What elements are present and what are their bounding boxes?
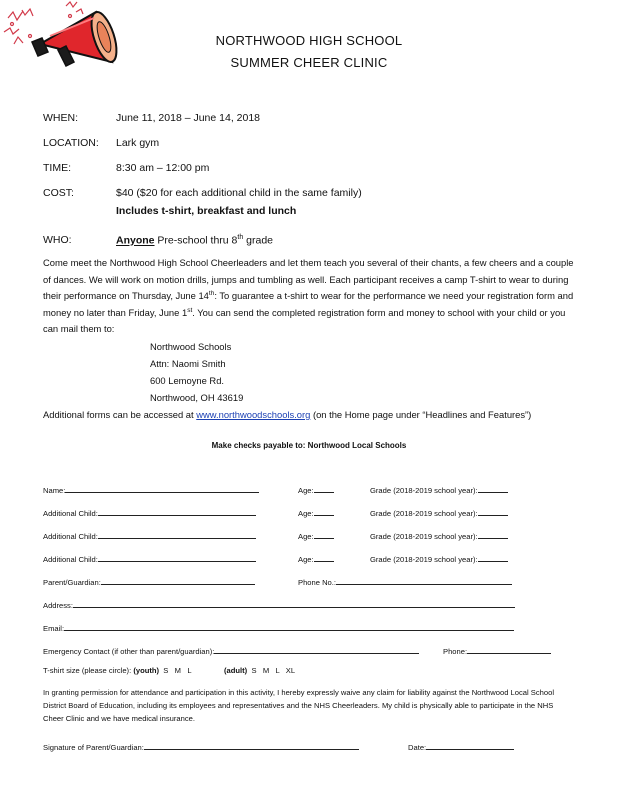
- time-value: 8:30 am – 12:00 pm: [116, 162, 210, 174]
- grade-row-4: Grade (2018-2019 school year):: [370, 552, 508, 564]
- age-row-1: [298, 483, 334, 495]
- website-link[interactable]: www.northwoodschools.org: [196, 409, 311, 420]
- parent-row: [43, 575, 255, 587]
- additional-child-field[interactable]: [98, 552, 256, 562]
- adult-sizes[interactable]: S M L XL: [251, 666, 296, 675]
- grade-row-3: Grade (2018-2019 school year):: [370, 529, 508, 541]
- age-field[interactable]: [314, 506, 334, 516]
- emergency-phone-field[interactable]: [467, 644, 551, 654]
- address-line-3: 600 Lemoyne Rd.: [150, 375, 225, 386]
- additional-child-field[interactable]: [98, 529, 256, 539]
- additional-child-field[interactable]: [98, 506, 256, 516]
- emergency-label: Emergency Contact (if other than parent/guardian):: [43, 647, 215, 656]
- parent-label: Parent/Guardian:: [43, 578, 101, 587]
- time-label: TIME:: [43, 162, 71, 174]
- who-label: WHO:: [43, 234, 72, 246]
- signature-label: Signature of Parent/Guardian:: [43, 743, 144, 752]
- who-anyone: Anyone: [116, 234, 155, 247]
- phone-no-row: [298, 575, 512, 587]
- phone-no-label: Phone No.:: [298, 578, 336, 587]
- cost-label: COST:: [43, 187, 74, 199]
- signature-field[interactable]: [144, 740, 359, 750]
- grade-field[interactable]: [478, 483, 508, 493]
- page-title-school: NORTHWOOD HIGH SCHOOL: [215, 33, 403, 48]
- location-value: Lark gym: [116, 137, 160, 149]
- waiver-paragraph: In granting permission for attendance and participation in this activity, I hereby expressly waive any claim for liability against the Northwood Local School District Board of Education, including its employees and representatives and the NHS Cheerleaders. My child is physically able to participate in the NHS Cheer Clinic and we have medical insurance.: [43, 688, 555, 723]
- grade-row-1: [370, 483, 508, 495]
- additional-child-row-3: Additional Child:: [43, 552, 256, 564]
- intro-paragraph: Come meet the Northwood High School Cheerleaders and let them teach you several of their chants, a few cheers and a couple of dances. We will work on motion drills, jumps and tumbling as well. Each participant receives a camp T-shirt to wear to during their performance on Thursday, June 14th: To guarantee a t-shirt to wear for the performance we need your registration form and money no later than Friday, June 1st. You can send the completed registration form and money to school with your child or you can mail them to:: [43, 257, 574, 334]
- grade-field[interactable]: [478, 552, 508, 562]
- tshirt-row: [43, 666, 192, 675]
- email-row: [43, 621, 514, 633]
- address-label: Address:: [43, 601, 73, 610]
- grade-row-2: Grade (2018-2019 school year):: [370, 506, 508, 518]
- emergency-field[interactable]: [214, 644, 419, 654]
- signature-row: [43, 740, 359, 752]
- age-field[interactable]: [314, 529, 334, 539]
- address-line-2: Attn: Naomi Smith: [150, 358, 226, 369]
- additional-child-label: Additional Child:: [43, 509, 98, 518]
- email-label: Email:: [43, 624, 65, 633]
- grade-field[interactable]: [478, 529, 508, 539]
- date-label: Date:: [408, 743, 427, 752]
- age-row-2: Age:: [298, 506, 334, 518]
- age-field[interactable]: [314, 552, 334, 562]
- age-row-3: Age:: [298, 529, 334, 541]
- additional-child-row-2: Additional Child:: [43, 529, 256, 541]
- additional-child-row-1: [43, 506, 256, 518]
- who-value: Anyone Pre-school thru 8th grade: [116, 234, 274, 247]
- page-title-event: SUMMER CHEER CLINIC: [230, 55, 388, 70]
- grade-field[interactable]: [478, 506, 508, 516]
- age-label: Age:: [298, 486, 314, 495]
- age-field[interactable]: [314, 483, 334, 493]
- email-field[interactable]: [64, 621, 514, 631]
- adult-row: [224, 666, 295, 675]
- age-row-4: Age:: [298, 552, 334, 564]
- name-field[interactable]: [65, 483, 259, 493]
- adult-label: (adult): [224, 666, 248, 675]
- payable-note: Make checks payable to: Northwood Local Schools: [211, 441, 407, 450]
- location-label: LOCATION:: [43, 137, 99, 149]
- date-row: [408, 740, 514, 752]
- youth-label: (youth): [133, 666, 160, 675]
- name-row: [43, 483, 259, 495]
- youth-sizes[interactable]: S M L: [163, 666, 192, 675]
- address-line-4: Northwood, OH 43619: [150, 392, 244, 403]
- forms-note: Additional forms can be accessed at www.northwoodschools.org (on the Home page under “Headlines and Features”): [43, 409, 532, 420]
- date-field[interactable]: [426, 740, 514, 750]
- cost-includes: Includes t-shirt, breakfast and lunch: [116, 205, 297, 217]
- emergency-row: [43, 644, 419, 656]
- tshirt-label: T-shirt size (please circle):: [43, 666, 134, 675]
- phone-label: Phone:: [443, 647, 468, 656]
- name-label: Name:: [43, 486, 66, 495]
- grade-label: Grade (2018-2019 school year):: [370, 486, 478, 495]
- address-field[interactable]: [73, 598, 515, 608]
- when-label: WHEN:: [43, 112, 78, 124]
- address-line-1: Northwood Schools: [150, 341, 232, 352]
- when-value: June 11, 2018 – June 14, 2018: [116, 112, 261, 124]
- address-row: [43, 598, 515, 610]
- parent-field[interactable]: [101, 575, 255, 585]
- emergency-phone-row: [443, 644, 551, 656]
- cost-value: $40 ($20 for each additional child in the same family): [116, 187, 362, 199]
- phone-no-field[interactable]: [336, 575, 512, 585]
